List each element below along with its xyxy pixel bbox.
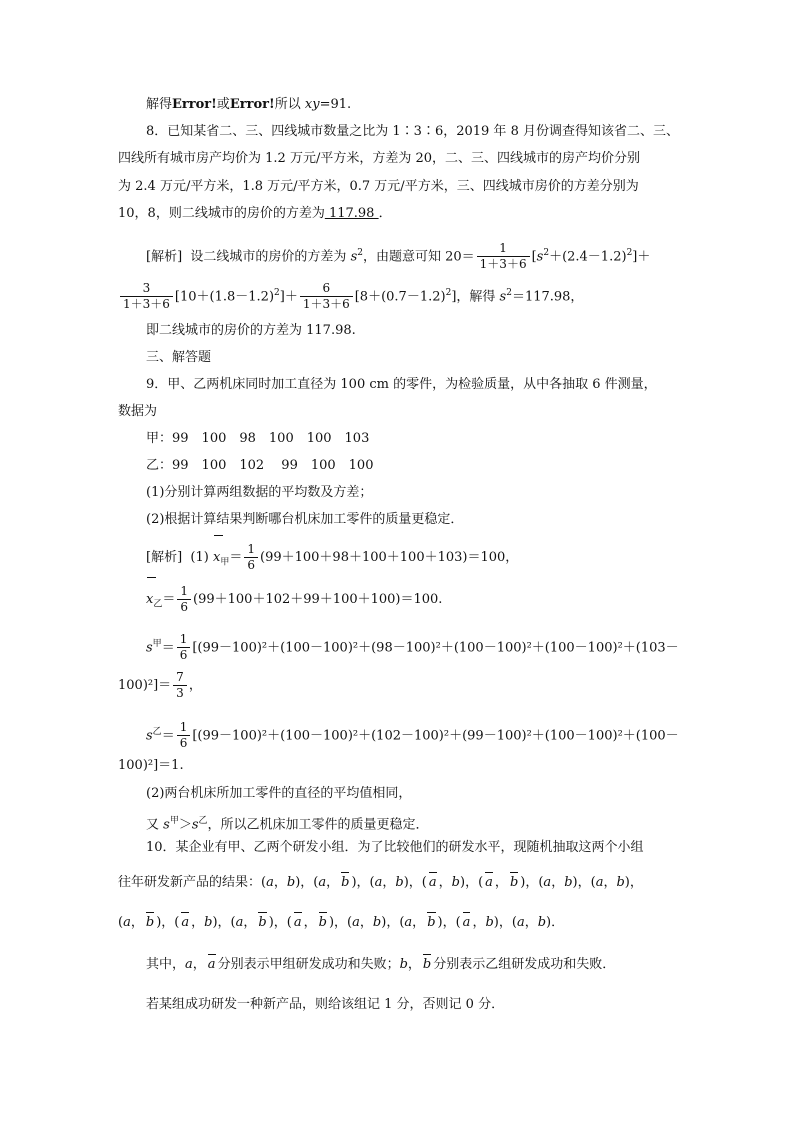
sup: 甲	[169, 816, 179, 826]
q10-line-3: (a， b )，( a ，b)，(a， b )，( a ， b )，(a，b)，(a， b )，( a ，b)，(a，b)．	[118, 915, 565, 930]
eq: ＝	[162, 592, 176, 607]
denominator: 6	[247, 558, 255, 572]
numerator: 1	[177, 584, 191, 600]
text: [(99－100)²＋(100－100)²＋(98－100)²＋(100－100)²＋(100－100)²＋(103－	[192, 640, 679, 656]
text: ＋(2.4－1.2)	[549, 249, 627, 265]
xbar	[213, 541, 220, 575]
q10-line-5: 若某组成功研发一种新产品，则给该组记 1 分，否则记 0 分．	[146, 997, 505, 1012]
q9-mean-jia	[146, 541, 518, 580]
q9-part-2: (2)根据计算结果判断哪台机床加工零件的质量更稳定．	[146, 512, 464, 527]
text: [10＋(1.8－1.2)	[174, 289, 275, 305]
q10-line-2: 往年研发新产品的结果：(a，b)，(a， b )，(a，b)，( a ，b)，( a ， b )，(a，b)，(a，b)，	[118, 875, 643, 890]
fraction	[177, 584, 191, 615]
text: 又	[146, 817, 160, 833]
denominator: 1＋3＋6	[479, 257, 527, 272]
var-a: a	[185, 957, 193, 972]
sup: 甲	[152, 639, 162, 649]
sup: 2	[445, 288, 452, 298]
q8-line-4	[118, 205, 392, 223]
var-s: s	[350, 249, 358, 265]
sup: 乙	[152, 727, 162, 737]
denominator: 6	[180, 600, 189, 614]
text: ]＋	[279, 289, 298, 305]
text: 分别表示甲组研发成功和失败；	[217, 957, 400, 972]
q9-line-1: 9．甲、乙两机床同时加工直径为 100 cm 的零件，为检验质量，从中各抽取 6 件测量，	[146, 377, 657, 392]
q9-line-2: 数据为	[118, 404, 158, 419]
var-a-bar: a	[207, 957, 216, 972]
text-eq91: =91.	[319, 97, 352, 112]
denominator: 6	[179, 736, 188, 751]
text: ]＋	[632, 249, 651, 265]
text-jiede: 解得	[146, 97, 173, 112]
text: 往年研发新产品的结果：	[118, 875, 262, 890]
text: ＝117.98，	[511, 289, 584, 305]
numerator: 6	[300, 281, 353, 297]
text: 分别表示乙组研发成功和失败．	[433, 957, 616, 972]
numerator: 3	[120, 281, 173, 297]
eq: ＝	[161, 640, 175, 656]
q10-line-1: 10．某企业有甲、乙两个研发小组．为了比较他们的研发水平，现随机抽取这两个小组	[146, 840, 644, 855]
var-x: x	[146, 592, 154, 607]
error-text-1: Error!	[172, 97, 217, 112]
denominator: 1＋3＋6	[123, 297, 170, 312]
fraction	[177, 632, 191, 663]
numerator: 1	[177, 720, 191, 736]
q9-part-1: (1)分别计算两组数据的平均数及方差；	[146, 485, 373, 500]
q9-conclusion-2: 又 $s^甲>s^乙$，所以乙机床加工零件的质量更稳定．	[146, 816, 429, 833]
sup: 2	[274, 288, 280, 298]
q9-var-yi: $s^乙=$ $\frac{1}{6}$ [(99－100)²＋(100－100)²＋(102－100)²＋(99－100)²＋(100－100)²＋(100－	[146, 720, 679, 751]
fraction	[244, 542, 258, 573]
text-huo: 或	[216, 97, 230, 112]
solution-tail-line	[146, 96, 351, 114]
denominator: 1＋3＋6	[302, 297, 350, 312]
sup: 2	[543, 248, 550, 258]
fraction	[177, 720, 191, 751]
q9-var-jia-cont	[118, 669, 202, 703]
var-b-bar: b	[422, 957, 432, 972]
numerator: 7	[173, 670, 187, 686]
var-xy: xy	[304, 97, 320, 112]
text: ，由题意可知 20＝	[362, 249, 475, 265]
text: [8＋(0.7－1.2)	[354, 289, 446, 305]
text-suoyi: 所以	[274, 97, 301, 112]
sub: 乙	[153, 599, 163, 610]
var-s: s	[499, 289, 507, 305]
text: ，	[188, 678, 202, 693]
fraction	[300, 281, 353, 312]
q9-data-jia: 甲：99 100 98 100 100 103	[146, 431, 370, 446]
sup: 2	[506, 288, 512, 298]
text: ]，解得	[451, 289, 496, 305]
q8-text: 10，8，则二线城市的房价的方差为	[118, 206, 325, 221]
section-heading: 三、解答题	[146, 350, 212, 365]
numerator: 1	[477, 241, 530, 257]
q10-line-4: 其中，a， a 分别表示甲组研发成功和失败；b， b 分别表示乙组研发成功和失败．	[146, 957, 616, 972]
q9-mean-yi	[146, 583, 442, 622]
q8-line-1: 8．已知某省二、三、四线城市数量之比为 1∶3∶6，2019 年 8 月份调查得知该省二、三、	[146, 124, 679, 139]
q9-var-jia: $s^甲=$ $\frac{1}{6}$ [(99－100)²＋(100－100)²＋(98－100)²＋(100－100)²＋(100－100)²＋(103－	[146, 632, 679, 663]
q8-analysis-line-3: 即二线城市的房价的方差为 117.98.	[146, 323, 356, 338]
var-s: s	[536, 249, 544, 265]
q9-data-yi: 乙：99 100 102 99 100 100	[146, 458, 374, 473]
text: 100)²]＝	[118, 678, 172, 693]
text: ，所以乙机床加工零件的质量更稳定．	[207, 817, 429, 833]
q8-line-3: 为 2.4 万元/平方米，1.8 万元/平方米，0.7 万元/平方米，三、四线城市房价的方差分别为	[118, 179, 639, 194]
q8-line-2: 四线所有城市房产均价为 1.2 万元/平方米，方差为 20，二、三、四线城市的房产均价分别	[118, 151, 640, 166]
text: [	[531, 249, 537, 265]
q8-answer: 117.98	[324, 206, 379, 221]
denominator: 3	[176, 686, 184, 700]
sub: 甲	[220, 557, 230, 568]
q9-var-yi-cont: 100)²]＝1.	[118, 758, 184, 773]
text: (1)	[190, 550, 209, 565]
q9-conclusion-1: (2)两台机床所加工零件的直径的平均值相同，	[146, 786, 412, 801]
numerator: 1	[177, 632, 191, 648]
text: (99＋100＋98＋100＋100＋103)＝100，	[260, 550, 519, 565]
xbar	[146, 583, 153, 617]
denominator: 6	[179, 648, 188, 663]
numerator: 1	[244, 542, 258, 558]
sup: 2	[626, 248, 633, 258]
eq: ＝	[161, 728, 175, 744]
text: 设二线城市的房价的方差为	[190, 249, 347, 265]
analysis-label: [解析]	[146, 550, 183, 565]
error-text-2: Error!	[229, 97, 275, 112]
text: ＞	[178, 817, 192, 833]
text: 其中，	[146, 957, 186, 972]
fraction	[173, 670, 187, 701]
q8-analysis-line-2	[118, 276, 583, 314]
var-x: x	[212, 550, 221, 565]
sup: 乙	[198, 816, 208, 826]
fraction	[477, 241, 530, 272]
sup: 2	[357, 248, 363, 258]
var-b: b	[399, 957, 408, 972]
analysis-label: [解析]	[146, 249, 183, 265]
fraction	[120, 281, 173, 312]
q8-period: ．	[378, 206, 392, 221]
text: [(99－100)²＋(100－100)²＋(102－100)²＋(99－100)²＋(100－100)²＋(100－	[192, 728, 679, 744]
eq: ＝	[229, 550, 243, 565]
text: (99＋100＋102＋99＋100＋100)＝100.	[193, 592, 443, 607]
q8-analysis-line-1	[146, 236, 650, 274]
